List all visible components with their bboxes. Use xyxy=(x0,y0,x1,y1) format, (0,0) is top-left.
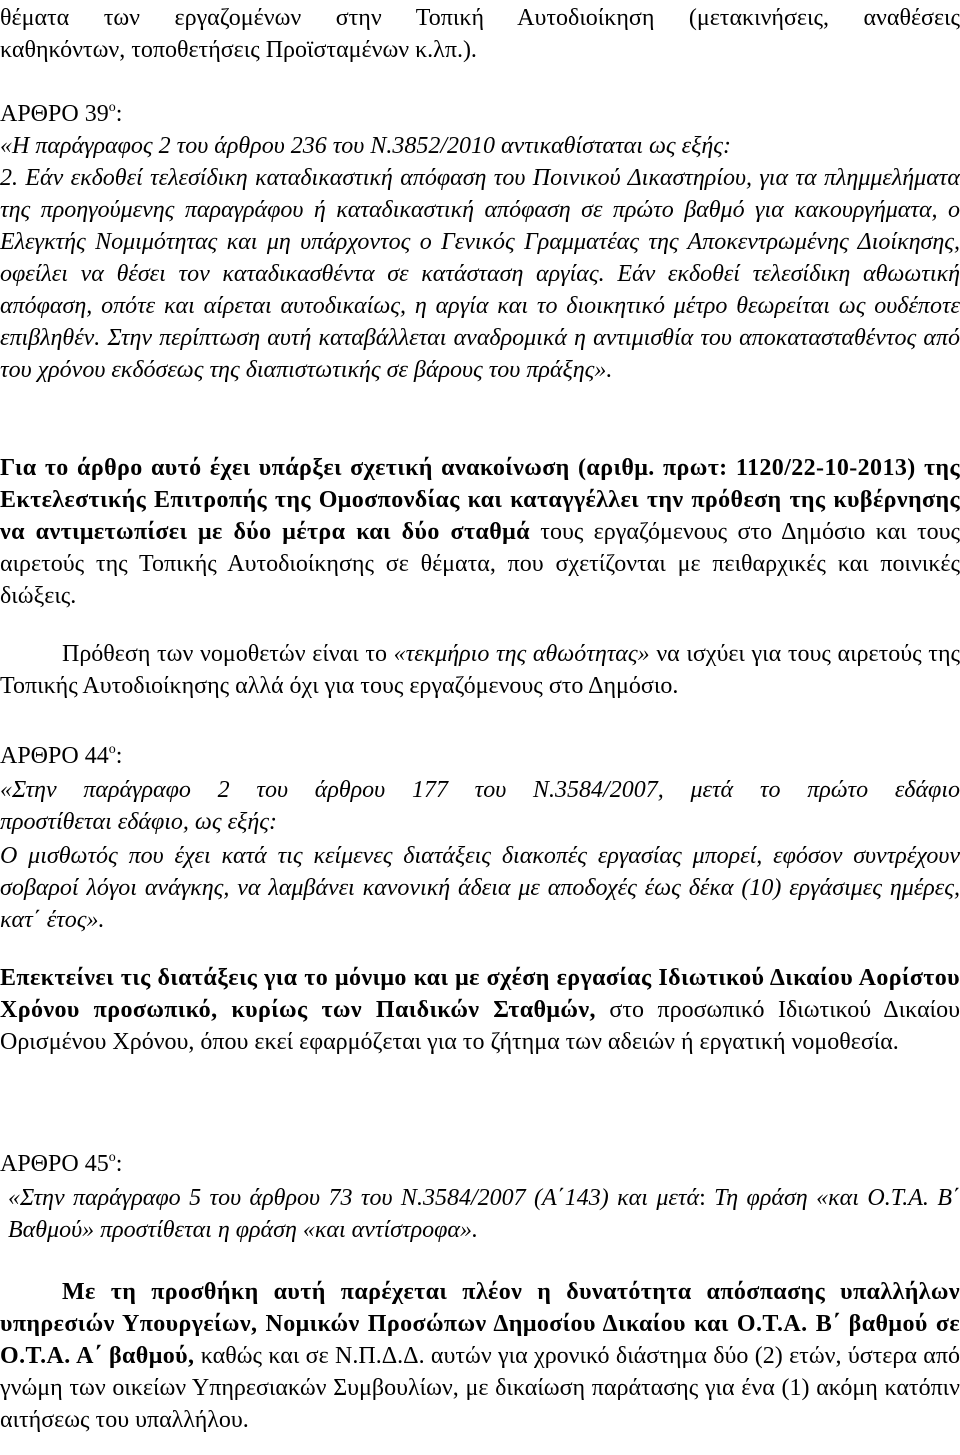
article-39-heading-text: ΑΡΘΡΟ 39 xyxy=(0,101,109,127)
article-39-intro-text: «Η παράγραφος 2 του άρθρου 236 του Ν.3852/2010 αντικαθίσταται ως εξής: xyxy=(0,133,732,159)
article-39-intent-pre: Πρόθεση των νομοθετών είναι το xyxy=(62,641,394,667)
article-44-comment-rest: στο προσωπικό Ιδιωτικού Δικαίου Ορισμένου Χρόνου, όπου εκεί εφαρμόζεται για το ζήτημα των αδειών ή εργατική νομοθεσία. xyxy=(0,997,960,1055)
article-39-intro xyxy=(0,130,960,162)
article-44-intro-line-2: προστίθεται εδάφιο, ως εξής: xyxy=(0,809,277,835)
article-39-heading xyxy=(0,98,960,130)
article-44-body-text: Ο μισθωτός που έχει κατά τις κείμενες διατάξεις διακοπές εργασίας μπορεί, εφόσον συντρέχουν σοβαροί λόγοι ανάγκης, να λαμβάνει κανονική άδεια με αποδοχές έως δέκα (10) εργάσιμες ημέρες, κατ΄ έτος». xyxy=(0,843,960,933)
article-44-heading-text: ΑΡΘΡΟ 44 xyxy=(0,743,109,769)
article-39-heading-sup: ο xyxy=(108,100,116,115)
article-44-heading xyxy=(0,740,960,772)
article-44-intro xyxy=(0,774,960,838)
article-44-heading-colon: : xyxy=(115,743,123,769)
article-39-intent-post: να ισχύει για τους αιρετούς της Τοπικής Αυτοδιοίκησης αλλά όχι για τους εργαζόμενους στο Δημόσιο. xyxy=(0,641,960,699)
article-45-comment-bold: Με τη προσθήκη αυτή παρέχεται πλέον η δυνατότητα απόσπασης υπαλλήλων υπηρεσιών Υπουργείων, Νομικών Προσώπων Δημοσίου Δικαίου και Ο.Τ.Α. Β΄ βαθμού σε Ο.Τ.Α. Α΄ βαθμού, xyxy=(0,1279,960,1369)
article-39-intent xyxy=(0,638,960,702)
article-39-comment xyxy=(0,452,960,612)
article-45-body-italic-1: «Στην παράγραφο 5 του άρθρου 73 του Ν.3584/2007 (Α΄143) και μετά xyxy=(8,1185,700,1211)
article-39-intent-italic: «τεκμήριο της αθωότητας» xyxy=(393,641,650,667)
article-45-body-italic-2: Τη φράση «και Ο.Τ.Α. Β΄ Βαθμού» προστίθεται η φράση «και αντίστροφα». xyxy=(8,1185,960,1243)
article-39-body-part-2: Εάν εκδοθεί τελεσίδικη αθωωτική απόφαση, οπότε και αίρεται αυτοδικαίως, η αργία και το διοικητικό μέτρο θεωρείται ως ουδέποτε επιβληθέν. xyxy=(0,261,960,351)
top-paragraph-line-2: καθηκόντων, τοποθετήσεις Προϊσταμένων κ.λπ.). xyxy=(0,37,477,63)
article-45-heading xyxy=(0,1148,960,1180)
article-44-intro-line-1: «Στην παράγραφο 2 του άρθρου 177 του Ν.3584/2007, μετά το πρώτο εδάφιο xyxy=(0,777,960,803)
article-45-comment xyxy=(0,1276,960,1436)
article-45-heading-text: ΑΡΘΡΟ 45 xyxy=(0,1151,109,1177)
article-39-comment-bold: Για το άρθρο αυτό έχει υπάρξει σχετική ανακοίνωση (αριθμ. πρωτ: 1120/22-10-2013) της Εκτελεστικής Επιτροπής της Ομοσπονδίας και καταγγέλλει την πρόθεση της κυβέρνησης να αντιμετωπίσει με δύο μέτρα και δύο σταθμά xyxy=(0,455,960,545)
top-paragraph-line-1: θέματα των εργαζομένων στην Τοπική Αυτοδιοίκηση (μετακινήσεις, αναθέσεις xyxy=(0,5,960,31)
article-45-comment-rest: καθώς και σε Ν.Π.Δ.Δ. αυτών για χρονικό διάστημα δύο (2) ετών, ύστερα από γνώμη των οικείων Υπηρεσιακών Συμβουλίων, με δικαίωση παράτασης για ένα (1) ακόμη κατόπιν αιτήσεως του υπαλλήλου. xyxy=(0,1343,960,1433)
article-45-body xyxy=(8,1182,960,1246)
article-45-heading-sup: ο xyxy=(108,1150,116,1165)
article-39-body xyxy=(0,162,960,386)
article-39-body-part-1: 2. Εάν εκδοθεί τελεσίδικη καταδικαστική απόφαση του Ποινικού Δικαστηρίου, για τα πλημμελήματα της προηγούμενης παραγράφου ή καταδικαστική απόφαση σε πρώτο βαθμό για κακουργήματα, ο Ελεγκτής Νομιμότητας και μη υπάρχοντος ο Γενικός Γραμματέας της Αποκεντρωμένης Διοίκησης, οφείλει να θέσει τον καταδικασθέντα σε κατάσταση αργίας. xyxy=(0,165,960,287)
article-39-body-part-3: Στην περίπτωση αυτή καταβάλλεται αναδρομικά η αντιμισθία του αποκατασταθέντος από του χρόνου εκδόσεως της διαπιστωτικής σε βάρους του πράξης». xyxy=(0,325,960,383)
article-45-body-colon: : xyxy=(699,1185,706,1211)
article-44-body xyxy=(0,840,960,936)
article-39-heading-colon: : xyxy=(115,101,123,127)
top-paragraph xyxy=(0,2,960,66)
article-39-comment-rest: τους εργαζόμενους στο Δημόσιο και τους αιρετούς της Τοπικής Αυτοδιοίκησης σε θέματα, που σχετίζονται με πειθαρχικές και ποινικές διώξεις. xyxy=(0,519,960,609)
article-44-comment xyxy=(0,962,960,1058)
article-45-heading-colon: : xyxy=(115,1151,123,1177)
article-44-comment-bold: Επεκτείνει τις διατάξεις για το μόνιμο και με σχέση εργασίας Ιδιωτικού Δικαίου Αορίστου Χρόνου προσωπικό, κυρίως των Παιδικών Σταθμών, xyxy=(0,965,960,1023)
article-44-heading-sup: ο xyxy=(108,742,116,757)
